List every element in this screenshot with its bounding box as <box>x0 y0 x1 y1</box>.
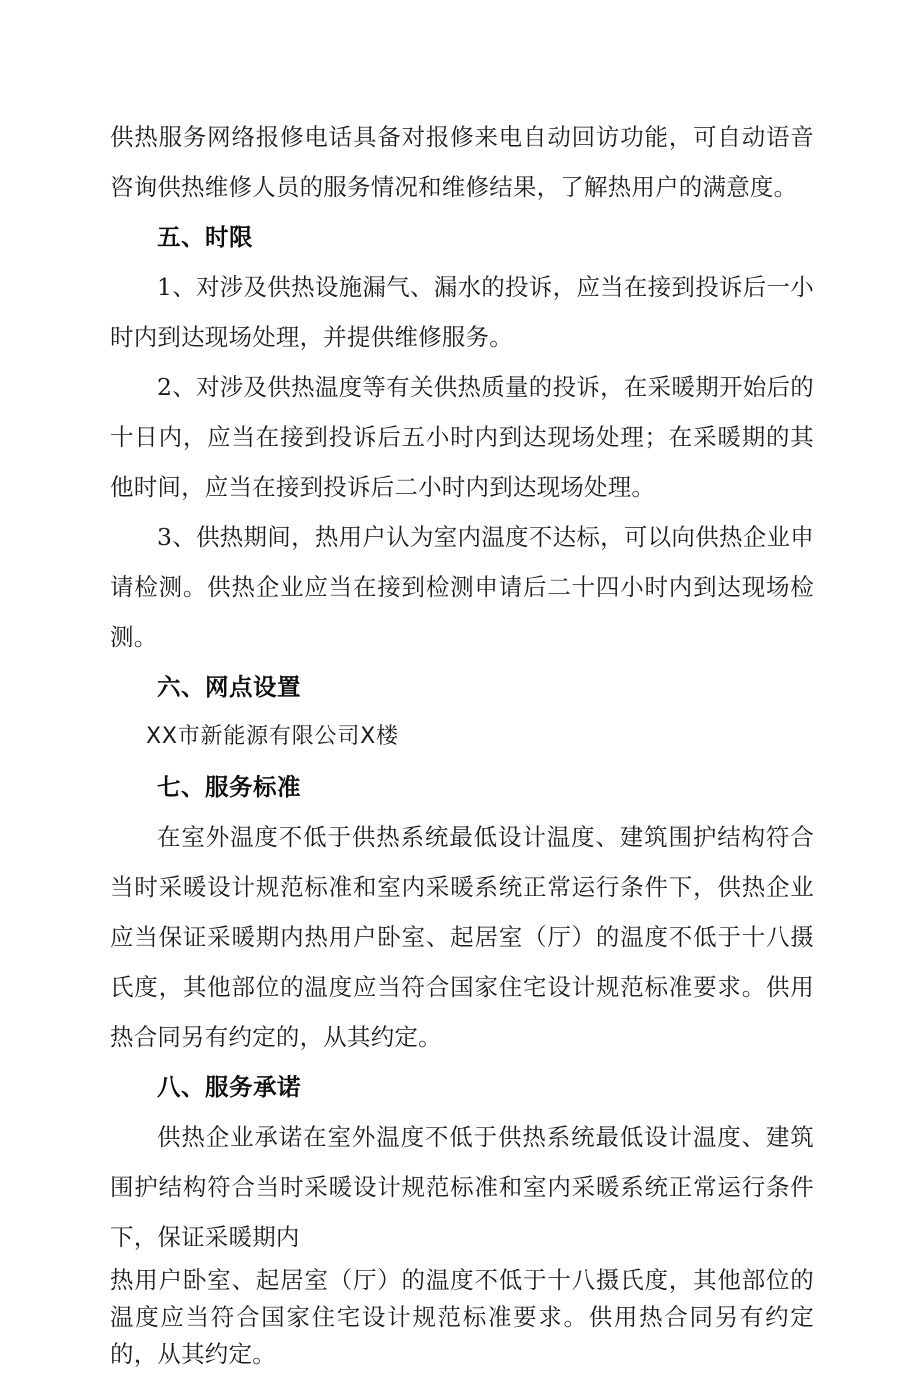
paragraph-item-5-1: 1、对涉及供热设施漏气、漏水的投诉，应当在接到投诉后一小时内到达现场处理，并提供维修服务。 <box>110 273 814 351</box>
service-location-address: XX市新能源有限公司X楼 <box>146 724 399 749</box>
paragraph-section-seven-body: 在室外温度不低于供热系统最低设计温度、建筑围护结构符合当时采暖设计规范标准和室内采暖系统正常运行条件下，供热企业应当保证采暖期内热用户卧室、起居室（厅）的温度不低于十八摄氏度，其他部位的温度应当符合国家住宅设计规范标准要求。供用热合同另有约定的，从其约定。 <box>110 823 814 1051</box>
document-body <box>110 112 814 1373</box>
heading-section-six: 六、网点设置 <box>157 673 301 701</box>
heading-section-eight: 八、服务承诺 <box>157 1073 301 1101</box>
heading-section-seven: 七、服务标准 <box>157 773 301 801</box>
paragraph-intro: 供热服务网络报修电话具备对报修来电自动回访功能，可自动语音咨询供热维修人员的服务情况和维修结果，了解热用户的满意度。 <box>110 123 814 201</box>
paragraph-section-eight-lead: 供热企业承诺在室外温度不低于供热系统最低设计温度、建筑围护结构符合当时采暖设计规范标准和室内采暖系统正常运行条件下，保证采暖期内 <box>110 1123 814 1251</box>
paragraph-item-5-2: 2、对涉及供热温度等有关供热质量的投诉，在采暖期开始后的十日内，应当在接到投诉后五小时内到达现场处理；在采暖期的其他时间，应当在接到投诉后二小时内到达现场处理。 <box>110 373 814 501</box>
paragraph-item-5-3: 3、供热期间，热用户认为室内温度不达标，可以向供热企业申请检测。供热企业应当在接到检测申请后二十四小时内到达现场检测。 <box>110 523 814 651</box>
paragraph-section-eight-tail: 热用户卧室、起居室（厅）的温度不低于十八摄氏度，其他部位的温度应当符合国家住宅设计规范标准要求。供用热合同另有约定的，从其约定。 <box>110 1266 814 1368</box>
heading-section-five: 五、时限 <box>157 223 253 251</box>
